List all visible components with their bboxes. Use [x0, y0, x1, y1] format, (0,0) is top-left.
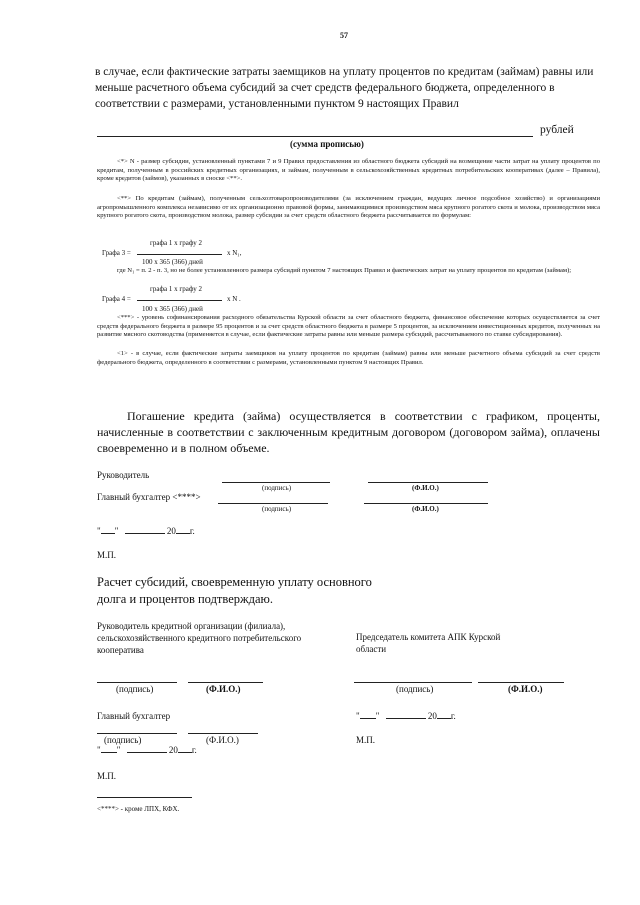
chief-sign-caption: (подпись)	[104, 735, 142, 745]
formula4-numerator: графа 1 x графу 2	[150, 285, 202, 293]
formula3-numerator: графа 1 x графу 2	[150, 239, 202, 247]
formula4-denominator: 100 x 365 (366) дней	[142, 305, 203, 313]
head-name-line	[368, 482, 488, 483]
apk-label: Председатель комитета АПК Курской области	[356, 632, 501, 654]
amount-caption: (сумма прописью)	[290, 139, 364, 149]
formula3-denominator: 100 x 365 (366) дней	[142, 258, 203, 266]
amount-line	[97, 136, 533, 137]
amount-unit: рублей	[540, 124, 574, 136]
head-name-caption: (Ф.И.О.)	[412, 484, 439, 492]
formula4-label: Графа 4 =	[102, 295, 131, 303]
date-2: " " 20 г.	[97, 745, 197, 755]
stamp-2: М.П.	[97, 771, 117, 781]
org-name-caption: (Ф.И.О.)	[206, 684, 241, 694]
footnote-1: <*> N - размер субсидии, установленный пунктами 7 и 9 Правил предоставления из областного бюджета субсидий на возмещение части затрат на уплату процентов по кредитам, полученным в российских кредитных организациях, и займам, полученным в сельскохозяйственных кредитных потребительских кооперативах (далее – Правила), кроме кредитов (займов), указанных в сноске <**>.	[97, 158, 600, 183]
footnote-2: <**> По кредитам (займам), полученным сельхозтоваропроизводителями (за исключением граждан, ведущих личное подсобное хозяйство) и организациями агропромышленного комплекса независимо от их организационно правовой формы, занимающимися производством мяса крупного рогатого скота и молока, производством мяса крупного рогатого скота, производством молока, размер субсидии за счет средств областного бюджета рассчитывается по формулам:	[97, 195, 600, 220]
formula3-fraction-bar	[137, 254, 222, 255]
apk-sign-line	[354, 682, 472, 683]
formula3-where: где N₁ = п. 2 - п. 3, но не более установленного размера субсидий пунктом 7 настоящих Правил и фактических затрат на уплату процентов по кредитам (займам);	[117, 267, 572, 274]
head-sign-line	[222, 482, 330, 483]
apk-sign-caption: (подпись)	[396, 684, 434, 694]
accountant-sign-caption: (подпись)	[262, 505, 292, 513]
org-sign-caption: (подпись)	[116, 684, 154, 694]
apk-name-line	[478, 682, 564, 683]
footnote-4: <1> - в случае, если фактические затраты заемщиков на уплату процентов по кредитам (займам) равны или меньше расчетного объема субсидий за счет средств федерального бюджета, определенного в соответствии с размерами, установленными пунктом 9 настоящих Правил.	[97, 350, 600, 366]
heading-text: в случае, если фактические затраты заемщиков на уплату процентов по кредитам (займам) равны или меньше расчетного объема субсидий за счет средств федерального бюджета, определенного в соответствии с размерами, установленными пунктом 9 настоящих Правил	[95, 66, 594, 110]
org-sign-line	[97, 682, 177, 683]
formula3-label: Графа 3 =	[102, 249, 131, 257]
head-label: Руководитель	[97, 470, 150, 480]
accountant-label: Главный бухгалтер <****>	[97, 492, 201, 502]
chief-name-caption: (Ф.И.О.)	[206, 735, 239, 745]
chief-sign-line	[97, 733, 177, 734]
confirmation-text: Расчет субсидий, своевременную уплату основного долга и процентов подтверждаю.	[97, 575, 372, 606]
accountant-name-line	[364, 503, 488, 504]
head-sign-caption: (подпись)	[262, 484, 292, 492]
formula4-fraction-bar	[137, 300, 222, 301]
apk-name-caption: (Ф.И.О.)	[508, 684, 543, 694]
footnote-3: <***> - уровень софинансирования расходного обязательства Курской области за счет областного бюджета, финансовое обеспечение которых осуществляется за счет средств федерального бюджета в размере 95 процентов и за счет средств областного бюджета в размере 5 процентов, за исключением инвестиционных кредитов, полученных на развитие мясного скотоводства (применяется в случае, если фактические затраты равны или меньше размера субсидий, рассчитываемого по ставке субсидирования).	[97, 314, 600, 339]
page-number: 57	[340, 31, 348, 40]
org-name-line	[188, 682, 263, 683]
formula4-multiplier: x N .	[227, 295, 241, 303]
chief-accountant-label: Главный бухгалтер	[97, 711, 171, 721]
stamp-apk: М.П.	[356, 735, 376, 745]
org-head-label: Руководитель кредитной организации (филиала), сельскохозяйственного кредитного потребительского кооператива	[97, 621, 302, 655]
stamp-1: М.П.	[97, 550, 117, 560]
formula3-multiplier: x N₁,	[227, 249, 242, 257]
date-3: " " 20 г.	[356, 711, 456, 721]
footnote-separator	[97, 797, 192, 798]
accountant-sign-line	[218, 503, 328, 504]
footnote-bottom: <****> - кроме ЛПХ, КФХ.	[97, 805, 180, 813]
date-1: " " 20 г.	[97, 526, 195, 536]
repayment-paragraph: Погашение кредита (займа) осуществляется в соответствии с графиком, проценты, начисленные в соответствии с заключенным кредитным договором (договором займа), оплачены своевременно и в полном объеме.	[97, 409, 600, 455]
chief-name-line	[188, 733, 258, 734]
accountant-name-caption: (Ф.И.О.)	[412, 505, 439, 513]
